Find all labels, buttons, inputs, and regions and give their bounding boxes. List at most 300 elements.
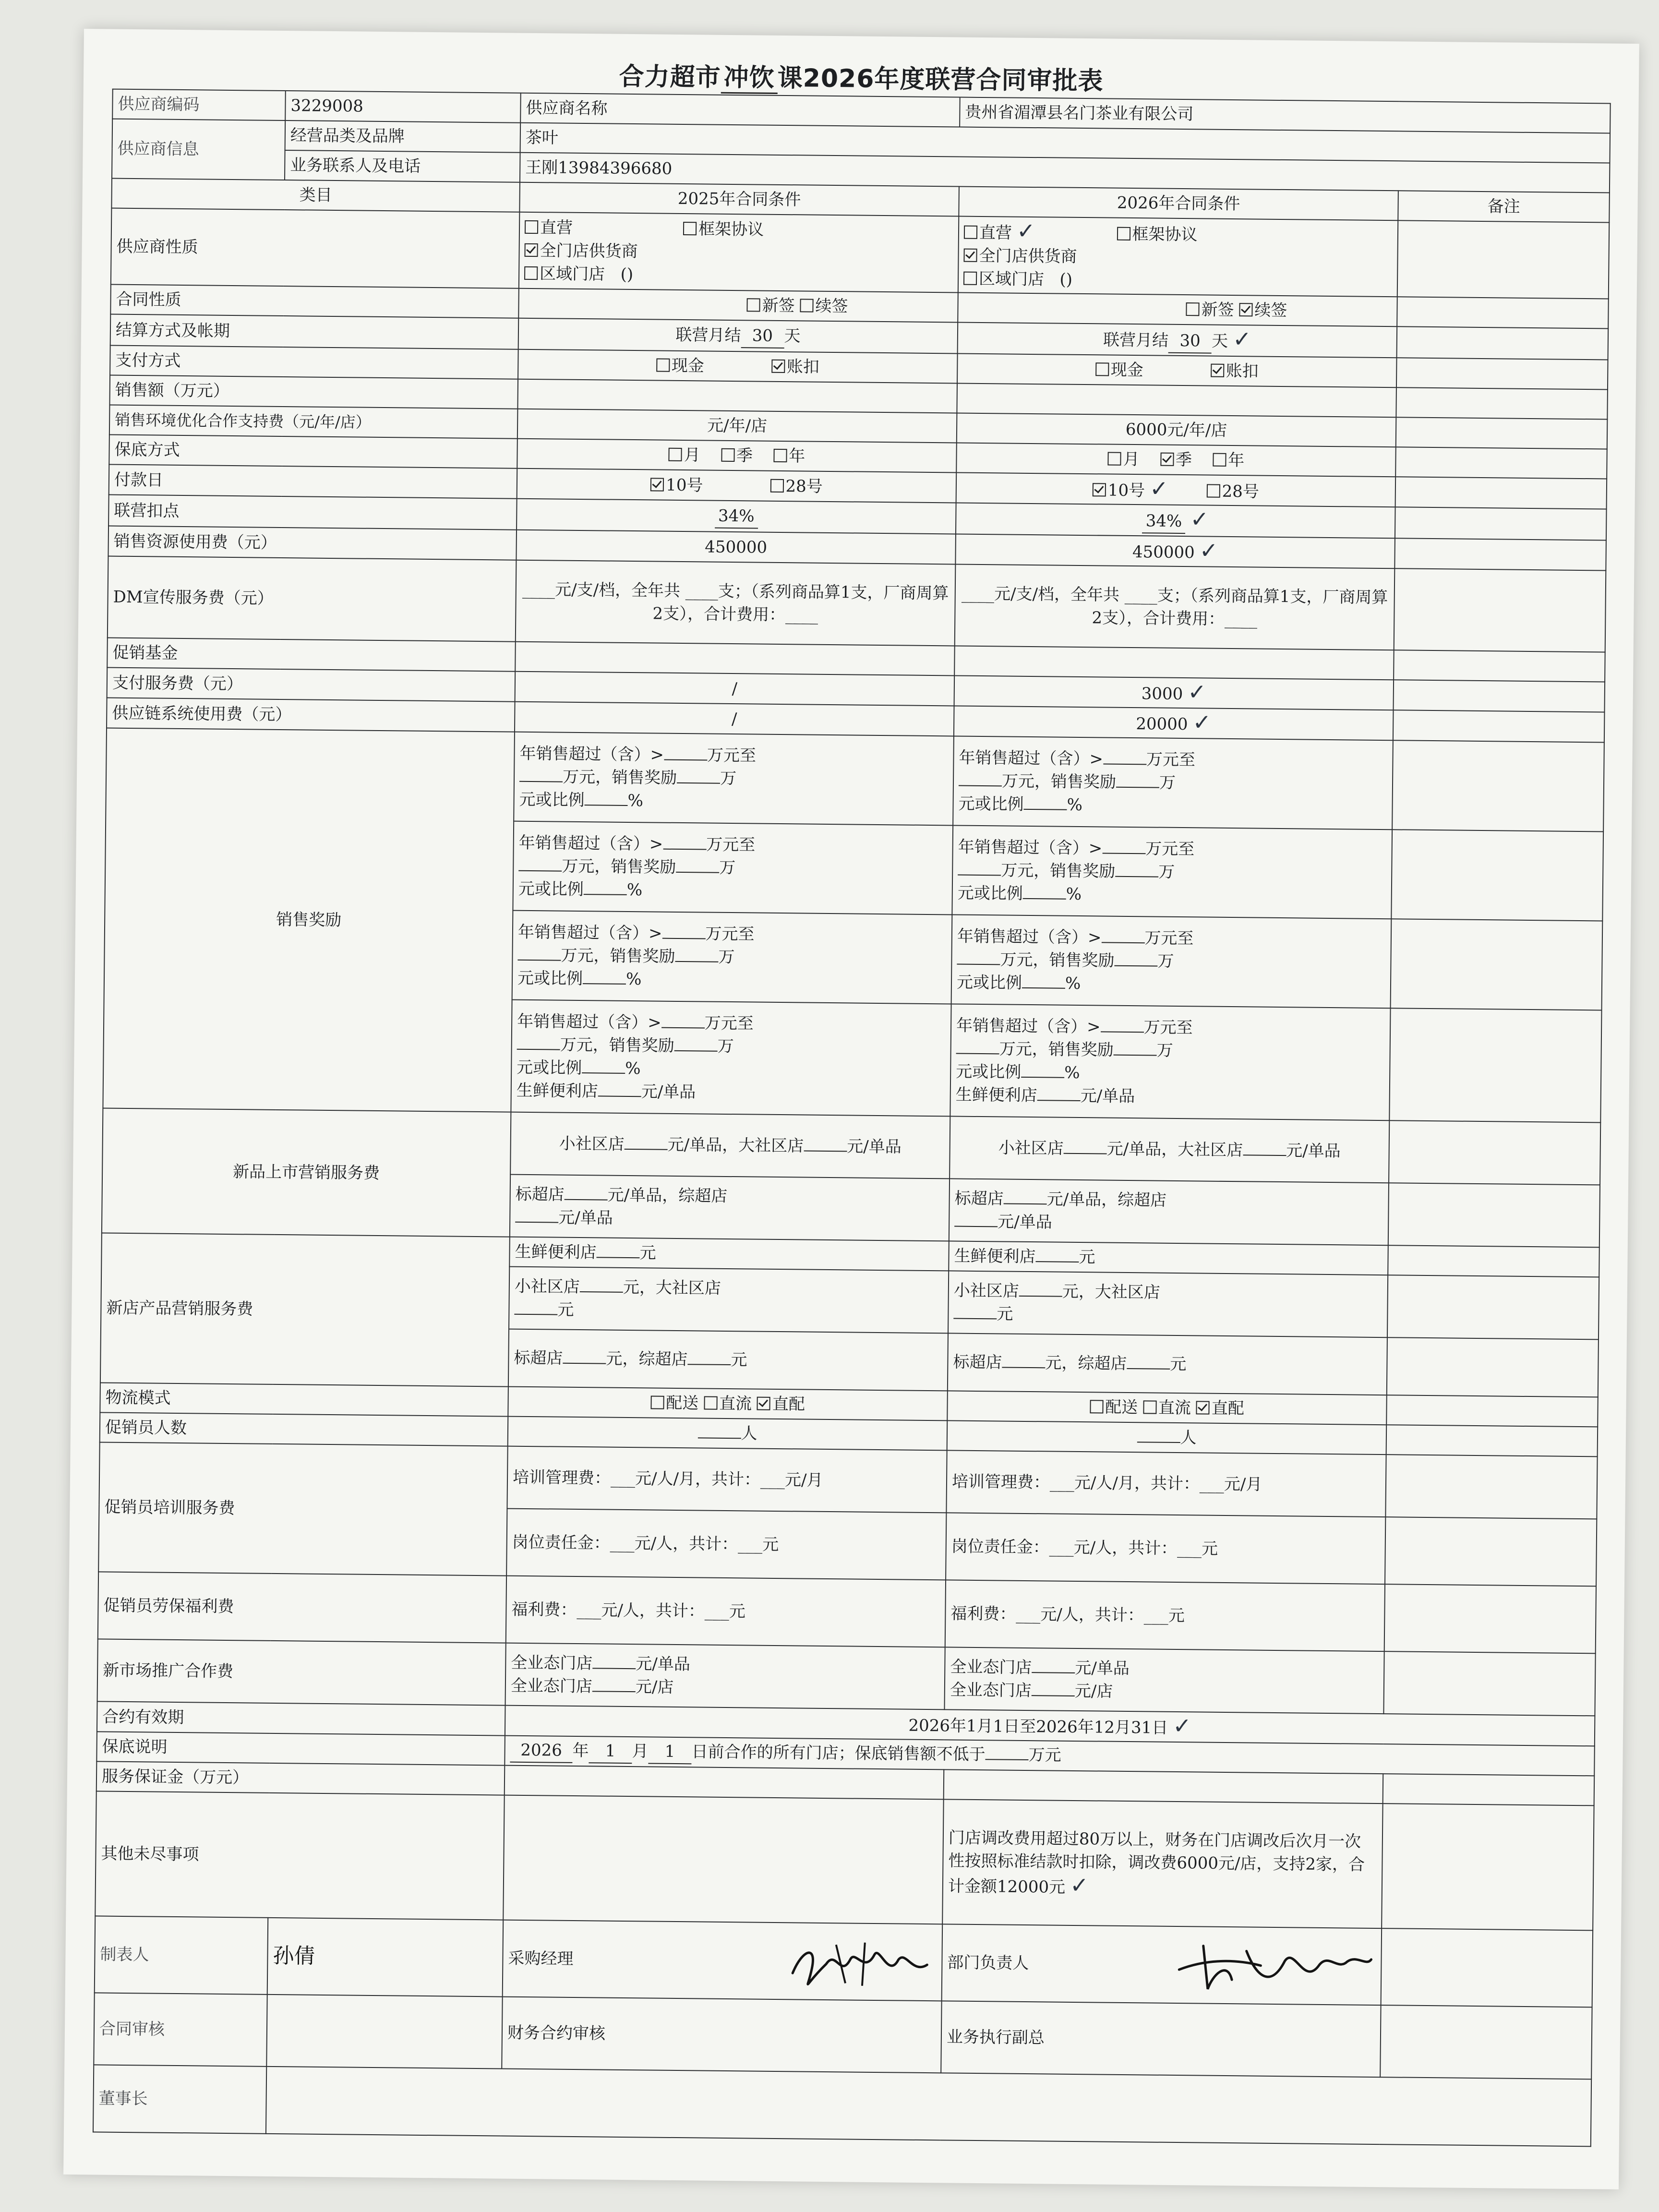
deduct-text: 账扣	[786, 357, 819, 377]
payment-2026	[957, 353, 1397, 387]
deduction-2025	[517, 499, 956, 534]
other-text: 门店调改费用超过80万以上，财务在门店调改后次月一次性按照标准结款时扣除，调改费6000元/店，支持2家，合计金额12000元	[948, 1827, 1365, 1897]
np-comp: 元/单品，综超店	[1046, 1190, 1167, 1210]
column-header-2026: 2026年合同条件	[959, 187, 1398, 221]
dept-head-signature	[1174, 1931, 1376, 2000]
column-header-item: 类目	[111, 179, 520, 212]
reward-line2: 万元，销售奖励	[1001, 771, 1117, 792]
contract-type-2026	[958, 293, 1397, 327]
market-all2: 全业态门店	[950, 1680, 1032, 1701]
approval-row-2	[94, 1993, 1592, 2079]
market-per-item: 元/单品	[1075, 1658, 1130, 1679]
season-text: 季	[1175, 450, 1192, 470]
framework-checkbox-2026[interactable]	[1117, 227, 1130, 240]
month-text: 月	[1123, 449, 1140, 469]
contract-approval-table	[93, 89, 1611, 2147]
maker-name: 孙倩	[267, 1918, 504, 1997]
new-store-2026-a	[949, 1241, 1388, 1275]
region-checkbox-2025[interactable]	[524, 266, 538, 279]
direct-checkbox-2026[interactable]	[964, 226, 977, 239]
purchase-manager-label: 采购经理	[508, 1948, 574, 1969]
reward-line2: 万元，销售奖励	[1000, 950, 1115, 971]
ns-small: 小社区店	[953, 1281, 1020, 1301]
day28-checkbox-2026[interactable]	[1206, 484, 1220, 497]
np-big: 元/单品，大社区店	[667, 1135, 804, 1156]
reward-wan: 万	[719, 858, 736, 878]
supplier-name-value: 贵州省湄潭县名门茶业有限公司	[960, 97, 1611, 133]
ns-yuan: 元	[997, 1304, 1013, 1324]
reward-line2: 万元，销售奖励	[1001, 861, 1116, 881]
guarantee-2026	[956, 443, 1396, 477]
reward-pct: %	[1067, 795, 1083, 815]
dm-note[interactable]	[1394, 568, 1606, 652]
reward-wan: 万	[720, 769, 737, 789]
supplier-nature-2026	[958, 216, 1398, 297]
cash-checkbox-2026[interactable]	[1095, 362, 1109, 376]
dm-row	[108, 556, 1606, 652]
reward-label: 销售奖励	[103, 728, 515, 1112]
validity-label: 合约有效期	[97, 1701, 505, 1735]
pay-service-2026	[954, 675, 1394, 710]
day10-checkbox-2026[interactable]	[1093, 483, 1106, 496]
promoters-unit: 人	[1180, 1428, 1197, 1448]
purchase-manager-cell	[503, 1920, 942, 2001]
supply-chain-label: 供应链系统使用费（元）	[107, 698, 515, 732]
np-std: 标超店	[515, 1184, 565, 1204]
welfare-2025: 福利费：___元/人，共计：___元	[506, 1576, 946, 1647]
check-mark-icon: ✓	[1173, 1712, 1192, 1739]
direct-checkbox-2025[interactable]	[525, 220, 538, 233]
reward-fresh: 生鲜便利店	[516, 1081, 598, 1101]
delivery-text: 配送	[666, 1393, 699, 1413]
logistics-note[interactable]	[1386, 1395, 1598, 1427]
ns-yuan: 元	[639, 1243, 656, 1263]
deduct-text: 账扣	[1226, 361, 1259, 381]
new-checkbox-2025[interactable]	[747, 298, 760, 312]
new-product-note[interactable]	[1388, 1183, 1600, 1247]
all-store-checkbox-2025[interactable]	[524, 243, 538, 256]
promoters-note[interactable]	[1386, 1425, 1598, 1456]
check-mark-icon: ✓	[1016, 217, 1035, 244]
title-suffix: 课2026年度联营合同审批表	[777, 63, 1104, 96]
settlement-2025	[518, 318, 958, 354]
gn-year-unit: 年	[572, 1741, 589, 1761]
reward-line2: 万元，销售奖励	[561, 946, 675, 966]
year-text: 年	[789, 446, 805, 466]
finance-review-cell: 财务合约审核	[502, 1997, 941, 2073]
np-per-item: 元/单品	[998, 1212, 1052, 1232]
day28-text: 28号	[785, 476, 823, 496]
flow-checkbox-2026[interactable]	[1143, 1400, 1156, 1414]
new-checkbox-2026[interactable]	[1186, 302, 1199, 316]
check-mark-icon: ✓	[1192, 709, 1212, 735]
framework-checkbox-2025[interactable]	[683, 222, 697, 235]
supplier-name-label: 供应商名称	[520, 93, 960, 127]
contract-review-label: 合同审核	[94, 1993, 267, 2066]
new-product-label: 新品上市营销服务费	[102, 1108, 511, 1237]
reward-tier-2025	[512, 911, 952, 1004]
new-product-2026-b	[949, 1178, 1389, 1245]
np-small: 小社区店	[559, 1134, 625, 1154]
new-text: 新签	[762, 296, 795, 316]
guarantee-2025	[517, 439, 957, 473]
direct-delivery-checkbox-2026[interactable]	[1196, 1401, 1210, 1414]
dm-label: DM宣传服务费（元）	[108, 556, 517, 642]
sales-note[interactable]	[1396, 387, 1608, 419]
ns-fresh: 生鲜便利店	[954, 1246, 1036, 1267]
maker-label: 制表人	[95, 1916, 268, 1994]
reward-pct: %	[625, 969, 642, 989]
supply-chain-value-2026: 20000	[1136, 714, 1188, 734]
supplier-code-value: 3229008	[285, 91, 521, 123]
ns-std: 标超店	[514, 1348, 563, 1368]
new-product-2026-a	[950, 1116, 1389, 1183]
pay-service-note[interactable]	[1394, 680, 1605, 712]
region-text: 区域门店	[539, 264, 605, 284]
day10-text: 10号	[665, 475, 703, 495]
reward-wan: 万	[1157, 951, 1174, 971]
logistics-2026	[947, 1391, 1387, 1425]
deposit-note[interactable]	[1383, 1774, 1595, 1805]
direct-delivery-checkbox-2025[interactable]	[757, 1397, 770, 1410]
deduction-2026	[956, 503, 1395, 538]
season-checkbox-2026[interactable]	[1160, 453, 1174, 466]
contract-type-label: 合同性质	[110, 285, 519, 318]
market-note[interactable]	[1383, 1651, 1595, 1716]
welfare-note[interactable]	[1384, 1584, 1596, 1653]
ns-comp: 元，综超店	[606, 1349, 688, 1370]
reward-line1: 年销售超过（含）>	[517, 922, 662, 943]
category-label: 经营品类及品牌	[285, 120, 521, 153]
other-note[interactable]	[1382, 1803, 1594, 1930]
reward-pct: %	[1064, 1063, 1080, 1083]
reward-per-item: 元/单品	[641, 1082, 696, 1102]
reward-tier-2025	[514, 732, 954, 826]
promo-fund-note[interactable]	[1394, 650, 1605, 682]
np-big: 元/单品，大社区店	[1106, 1139, 1243, 1160]
reward-wan-to: 万元至	[1143, 1018, 1193, 1038]
day10-text: 10号	[1107, 481, 1145, 501]
reward-line2: 万元，销售奖励	[562, 856, 676, 877]
gn-day: 1	[648, 1740, 691, 1764]
cash-checkbox-2025[interactable]	[656, 358, 670, 372]
payment-label: 支付方式	[110, 346, 518, 379]
new-store-2026-b	[948, 1271, 1388, 1337]
reward-wan-to: 万元至	[1144, 928, 1194, 949]
reward-wan: 万	[1158, 862, 1175, 882]
season-text: 季	[736, 446, 753, 466]
pay-day-2025	[517, 469, 957, 503]
new-store-2025-b	[509, 1267, 949, 1334]
reward-pct: %	[1066, 884, 1082, 904]
direct-delivery-text: 直配	[772, 1394, 805, 1414]
other-2025[interactable]	[503, 1795, 943, 1924]
reward-note[interactable]	[1391, 919, 1603, 1010]
direct-text: 直营	[979, 223, 1012, 243]
approval-note-1[interactable]	[1381, 1928, 1593, 2007]
reward-pct: %	[626, 880, 643, 900]
supply-chain-note[interactable]	[1393, 710, 1605, 742]
region-paren: ()	[620, 264, 634, 284]
reward-wan-to: 万元至	[707, 745, 757, 766]
resource-fee-2025: 450000	[516, 530, 956, 565]
settlement-unit: 天	[784, 326, 801, 346]
logistics-label: 物流模式	[100, 1382, 508, 1416]
title-department: 冲饮	[721, 63, 778, 94]
reward-pct: %	[627, 791, 644, 811]
gn-month-unit: 月	[632, 1742, 649, 1761]
ns-big: 元，大社区店	[623, 1277, 721, 1298]
reward-wan: 万	[1156, 1041, 1173, 1060]
ns-big: 元，大社区店	[1062, 1282, 1161, 1302]
day10-checkbox-2025[interactable]	[650, 478, 664, 491]
resource-fee-label: 销售资源使用费（元）	[108, 526, 517, 560]
settlement-days: 30	[741, 324, 784, 349]
deduction-note[interactable]	[1395, 507, 1607, 540]
reward-line1: 年销售超过（含）>	[517, 1011, 661, 1033]
reward-line1: 年销售超过（含）>	[956, 1016, 1101, 1037]
approval-note-2[interactable]	[1380, 2005, 1592, 2079]
new-store-2026-c	[948, 1333, 1387, 1395]
pay-day-2026	[956, 472, 1396, 507]
gn-year: 2026	[510, 1739, 572, 1763]
delivery-checkbox-2026[interactable]	[1090, 1400, 1103, 1413]
ns-fresh: 生鲜便利店	[515, 1242, 597, 1262]
market-all2: 全业态门店	[510, 1676, 593, 1696]
gn-rest: 日前合作的所有门店；保底销售额不低于	[691, 1742, 986, 1765]
flow-text: 直流	[719, 1394, 752, 1414]
np-comp: 元/单品，综超店	[607, 1185, 728, 1206]
reward-wan-to: 万元至	[706, 835, 756, 855]
reward-wan: 万	[718, 947, 735, 967]
month-text: 月	[684, 445, 700, 465]
column-header-note: 备注	[1398, 191, 1610, 222]
direct-text: 直营	[540, 217, 573, 238]
check-mark-icon: ✓	[1188, 679, 1207, 705]
new-store-note[interactable]	[1388, 1245, 1599, 1277]
reward-line1: 年销售超过（含）>	[519, 744, 664, 765]
deduct-checkbox-2025[interactable]	[771, 360, 785, 373]
chairman-label: 董事长	[93, 2065, 266, 2133]
supplier-nature-label: 供应商性质	[111, 208, 519, 289]
region-checkbox-2026[interactable]	[963, 272, 977, 285]
reward-tier-2026	[951, 914, 1392, 1008]
all-store-text: 全门店供货商	[540, 240, 638, 261]
column-header-2025: 2025年合同条件	[519, 182, 959, 216]
payment-note[interactable]	[1396, 358, 1608, 389]
sales-2025[interactable]	[517, 379, 957, 413]
ns-yuan: 元	[1170, 1354, 1187, 1374]
pay-service-2025: /	[515, 672, 955, 706]
promo-fund-2025[interactable]	[515, 642, 955, 676]
ns-std: 标超店	[953, 1352, 1002, 1372]
np-per-item: 元/单品	[847, 1137, 902, 1157]
reward-wan-to: 万元至	[705, 924, 755, 944]
guarantee-label: 保底方式	[109, 435, 517, 469]
region-text: 区域门店	[978, 269, 1045, 289]
ns-comp: 元，综超店	[1045, 1353, 1127, 1373]
contract-review-value[interactable]	[266, 1995, 502, 2069]
promoters-unit: 人	[741, 1424, 757, 1443]
sales-label: 销售额（万元）	[109, 375, 518, 409]
supplier-nature-2025	[519, 212, 959, 293]
reward-pct: %	[1065, 974, 1081, 994]
reward-line1: 年销售超过（含）>	[959, 748, 1104, 769]
market-label: 新市场推广合作费	[97, 1639, 506, 1705]
reward-line2: 万元，销售奖励	[562, 767, 677, 788]
reward-line2: 万元，销售奖励	[999, 1039, 1114, 1060]
contract-type-note[interactable]	[1397, 297, 1609, 328]
contact-label: 业务联系人及电话	[285, 150, 520, 182]
year-checkbox-2025[interactable]	[773, 449, 787, 462]
chairman-value[interactable]	[266, 2067, 1591, 2146]
year-text: 年	[1228, 450, 1245, 470]
new-store-2025-a	[509, 1237, 949, 1271]
day28-checkbox-2025[interactable]	[770, 479, 783, 492]
ns-yuan: 元	[557, 1300, 574, 1320]
new-store-note[interactable]	[1387, 1275, 1599, 1339]
reward-line3: 元或比例	[517, 968, 583, 989]
market-all1: 全业态门店	[511, 1653, 593, 1673]
framework-text: 框架协议	[698, 219, 764, 240]
reward-line1: 年销售超过（含）>	[957, 926, 1102, 948]
promoters-2026	[947, 1420, 1387, 1455]
pay-day-label: 付款日	[109, 465, 517, 499]
reward-line3: 元或比例	[519, 790, 585, 810]
new-product-2025-a	[510, 1112, 950, 1179]
dm-2025: ____元/支/档，全年共 ____支；（系列商品算1支，厂商周算2支），合计费用：____	[516, 560, 956, 646]
delivery-checkbox-2025[interactable]	[650, 1395, 664, 1409]
welfare-2026: 福利费：___元/人，共计：___元	[945, 1580, 1385, 1651]
month-checkbox-2025[interactable]	[669, 448, 682, 461]
deposit-2026[interactable]	[944, 1769, 1383, 1803]
vp-cell: 业务执行副总	[941, 2001, 1381, 2077]
env-fee-note[interactable]	[1396, 417, 1608, 449]
other-row	[95, 1791, 1594, 1930]
reward-wan: 万	[717, 1036, 734, 1057]
reward-note[interactable]	[1389, 1008, 1601, 1122]
reward-tier-2025	[513, 821, 953, 915]
deduct-checkbox-2026[interactable]	[1211, 364, 1224, 377]
resource-fee-value-2026: 450000	[1132, 542, 1195, 563]
reward-line3: 元或比例	[517, 1058, 582, 1078]
env-fee-label: 销售环境优化合作支持费（元/年/店）	[109, 405, 518, 439]
resource-fee-note[interactable]	[1395, 538, 1606, 570]
np-per-item: 元/单品	[1286, 1141, 1341, 1161]
reward-note[interactable]	[1392, 740, 1604, 831]
training-label: 促销员培训服务费	[98, 1442, 508, 1575]
reward-note[interactable]	[1391, 830, 1603, 921]
market-per-store: 元/店	[635, 1677, 674, 1697]
reward-line3: 元或比例	[957, 883, 1023, 903]
training-2025-b: 岗位责任金：___元/人，共计：___元	[506, 1509, 946, 1580]
all-store-checkbox-2026[interactable]	[963, 249, 977, 262]
ns-yuan: 元	[1079, 1248, 1095, 1267]
reward-tier-2026	[952, 825, 1392, 919]
check-mark-icon: ✓	[1070, 1872, 1089, 1898]
resource-fee-2026	[955, 534, 1395, 568]
new-store-note[interactable]	[1387, 1337, 1599, 1397]
supplier-info-label: 供应商信息	[112, 119, 285, 180]
contact-value: 王刚13984396680	[520, 153, 1610, 193]
supplier-nature-row	[111, 208, 1609, 299]
promoters-2025	[508, 1417, 948, 1451]
deduction-value-2025: 34%	[715, 504, 758, 529]
reward-line2: 万元，销售奖励	[560, 1035, 674, 1056]
training-note[interactable]	[1385, 1455, 1597, 1519]
renew-checkbox-2026[interactable]	[1239, 303, 1252, 316]
np-small: 小社区店	[998, 1138, 1064, 1158]
deduction-value-2026: 34%	[1142, 509, 1185, 534]
month-checkbox-2026[interactable]	[1108, 452, 1121, 466]
reward-line3: 元或比例	[518, 879, 584, 900]
approval-row-1	[95, 1916, 1593, 2007]
day28-text: 28号	[1222, 481, 1260, 502]
other-label: 其他未尽事项	[95, 1791, 504, 1920]
settlement-unit: 天	[1211, 331, 1228, 351]
market-2025	[505, 1643, 945, 1710]
reward-per-item: 元/单品	[1080, 1086, 1135, 1106]
gn-month: 1	[589, 1739, 632, 1764]
renew-checkbox-2025[interactable]	[800, 299, 813, 312]
market-all1: 全业态门店	[950, 1657, 1032, 1678]
sales-2026[interactable]	[957, 383, 1396, 417]
market-per-item: 元/单品	[636, 1654, 691, 1674]
promoters-label: 促销员人数	[100, 1412, 508, 1446]
settlement-prefix: 联营月结	[675, 325, 741, 345]
training-note[interactable]	[1385, 1517, 1597, 1586]
purchase-manager-signature	[783, 1930, 937, 1994]
renew-text: 续签	[815, 296, 848, 316]
pay-service-value-2026: 3000	[1141, 684, 1183, 704]
reward-line3: 元或比例	[958, 794, 1024, 814]
approval-row-3	[93, 2065, 1591, 2146]
guarantee-note[interactable]	[1395, 447, 1607, 479]
np-std: 标超店	[954, 1189, 1004, 1209]
payment-2025	[518, 349, 958, 384]
supplier-nature-note[interactable]	[1397, 220, 1610, 299]
promo-fund-2026[interactable]	[954, 646, 1394, 680]
settlement-prefix: 联营月结	[1103, 330, 1169, 350]
reward-line1: 年销售超过（含）>	[958, 837, 1103, 858]
dept-head-label: 部门负责人	[947, 1953, 1029, 1973]
reward-wan-to: 万元至	[1146, 750, 1196, 770]
check-mark-icon: ✓	[1199, 537, 1218, 564]
contract-type-2025	[518, 289, 958, 323]
np-per-item: 元/单品	[558, 1208, 613, 1228]
reward-tier-2025	[511, 1000, 951, 1117]
pay-day-note[interactable]	[1395, 477, 1607, 509]
deposit-2025[interactable]	[505, 1766, 944, 1800]
cash-text: 现金	[1110, 360, 1143, 380]
flow-checkbox-2025[interactable]	[704, 1396, 717, 1410]
check-mark-icon: ✓	[1232, 326, 1251, 352]
reward-wan-to: 万元至	[1145, 839, 1195, 859]
year-checkbox-2026[interactable]	[1213, 453, 1226, 467]
deduction-label: 联营扣点	[108, 495, 517, 530]
reward-tier-row	[106, 728, 1604, 832]
ns-small: 小社区店	[514, 1276, 580, 1297]
new-product-note[interactable]	[1389, 1120, 1600, 1185]
season-checkbox-2025[interactable]	[721, 448, 734, 462]
guarantee-note-label: 保底说明	[96, 1731, 505, 1765]
delivery-text: 配送	[1105, 1397, 1138, 1418]
ns-yuan: 元	[731, 1350, 747, 1370]
reward-fresh: 生鲜便利店	[955, 1085, 1037, 1106]
reward-tier-2026	[953, 736, 1393, 830]
new-store-2025-c	[508, 1329, 948, 1391]
settlement-note[interactable]	[1397, 326, 1609, 360]
